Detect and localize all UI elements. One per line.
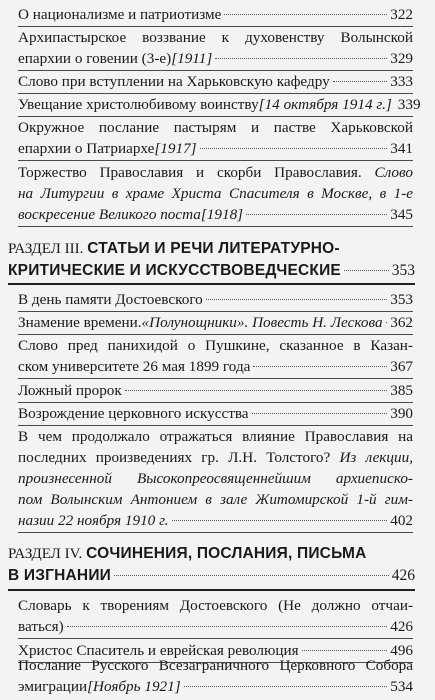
toc-entry — [18, 403, 413, 426]
entry-title-line: Послание Русского Всезаграничного Церковного Собора — [18, 657, 413, 674]
entry-title: Возрождение церковного искусства — [18, 405, 249, 422]
section-prefix: РАЗДЕЛ III. — [8, 241, 84, 257]
entry-date: [1911] — [171, 50, 213, 67]
entry-page: 339 — [397, 96, 421, 113]
entry-date: [1918] — [200, 206, 244, 223]
entry-title-line: Словарь к творениям Достоевского (Не должно отчаи- — [18, 597, 413, 614]
entry-date: [1917] — [154, 140, 197, 157]
entry-page: 385 — [390, 382, 413, 399]
entry-page: 402 — [390, 512, 413, 529]
entry-title-line: ваться) — [18, 618, 64, 635]
entry-page: 362 — [390, 314, 413, 331]
entry-subtitle: воскресение Великого поста — [18, 206, 201, 223]
entry-subtitle: пом Волынским Антонием в зале Житомирской 1-й гим- — [18, 491, 413, 508]
toc-entry — [18, 380, 413, 403]
toc-entry — [18, 655, 413, 698]
toc-entry — [18, 117, 413, 161]
section-heading — [8, 238, 415, 282]
toc-entry — [18, 4, 413, 27]
toc-entry — [18, 162, 413, 227]
section-title-line: В ИЗГНАНИИ — [8, 567, 111, 584]
entry-page: 329 — [390, 50, 413, 67]
section-title-line: СТАТЬИ И РЕЧИ ЛИТЕРАТУРНО- — [87, 240, 340, 257]
entry-page: 333 — [390, 73, 413, 90]
entry-title-line: эмиграции — [18, 678, 88, 695]
entry-subtitle: «Полунощники». Повесть Н. Лескова — [141, 314, 383, 331]
entry-page: 367 — [390, 358, 413, 375]
section-heading — [8, 543, 415, 587]
entry-page: 426 — [390, 618, 413, 635]
section-page: 426 — [391, 567, 415, 584]
toc-entry — [18, 426, 413, 533]
entry-page: 345 — [390, 206, 413, 223]
section-page: 353 — [391, 262, 415, 279]
entry-subtitle: на Литургии в храме Христа Спасителя в Москве, в 1-е — [18, 185, 413, 202]
toc-entry — [18, 289, 413, 312]
entry-title: Слово при вступлении на Харьковскую кафедру — [18, 73, 330, 90]
entry-title-line: Слово пред панихидой о Пушкине, сказанное в Казан- — [18, 337, 413, 354]
toc-entry — [18, 71, 413, 94]
section-title-line: КРИТИЧЕСКИЕ И ИСКУССТВОВЕДЧЕСКИЕ — [8, 262, 341, 279]
entry-title-line: Архипастырское воззвание к духовенству Волынской — [18, 29, 413, 46]
entry-title-line: епархии о говении (3-е) — [18, 50, 172, 67]
toc-entry — [18, 27, 413, 71]
toc-entry — [18, 335, 413, 379]
entry-page: 534 — [390, 678, 413, 695]
section-rule — [8, 283, 415, 285]
entry-page: 322 — [390, 6, 413, 23]
entry-subtitle: назии 22 ноября 1910 г. — [18, 512, 169, 529]
toc-entry — [18, 312, 413, 335]
entry-title: Знамение времени. — [18, 314, 142, 331]
entry-subtitle: Слово — [374, 164, 413, 181]
entry-date: [Ноябрь 1921] — [87, 678, 181, 695]
entry-page: 390 — [390, 405, 413, 422]
entry-title-line: ском университете 26 мая 1899 года — [18, 358, 251, 375]
entry-date: [14 октября 1914 г.] — [258, 96, 392, 113]
entry-title-line: В чем продолжало отражаться влияние Православия на — [18, 428, 413, 445]
entry-title: Ложный пророк — [18, 382, 122, 399]
entry-title: В день памяти Достоевского — [18, 291, 203, 308]
entry-page: 341 — [390, 140, 413, 157]
entry-title: Христос Спаситель и еврейская революция — [18, 642, 299, 659]
section-prefix: РАЗДЕЛ IV. — [8, 546, 83, 562]
entry-page: 496 — [390, 642, 413, 659]
toc-entry — [18, 94, 421, 117]
section-rule — [8, 589, 415, 591]
entry-title-line: епархии о Патриархе — [18, 140, 155, 157]
entry-title-line: Окружное послание пастырям и пастве Харьковской — [18, 119, 413, 136]
entry-subtitle: произнесенной Высокопреосвященнейшим архиеписко- — [18, 470, 413, 487]
entry-subtitle: Из лекции, — [339, 449, 413, 466]
entry-title: О национализме и патриотизме — [18, 6, 222, 23]
section-title-line: СОЧИНЕНИЯ, ПОСЛАНИЯ, ПИСЬМА — [86, 545, 367, 562]
entry-title: Увещание христолюбивому воинству — [18, 96, 259, 113]
toc-entry — [18, 595, 413, 639]
entry-title-line: последних произведениях гр. Л.Н. Толстого? — [18, 449, 340, 466]
entry-page: 353 — [390, 291, 413, 308]
entry-title-line: Торжество Православия и скорби Православия. — [18, 164, 375, 181]
